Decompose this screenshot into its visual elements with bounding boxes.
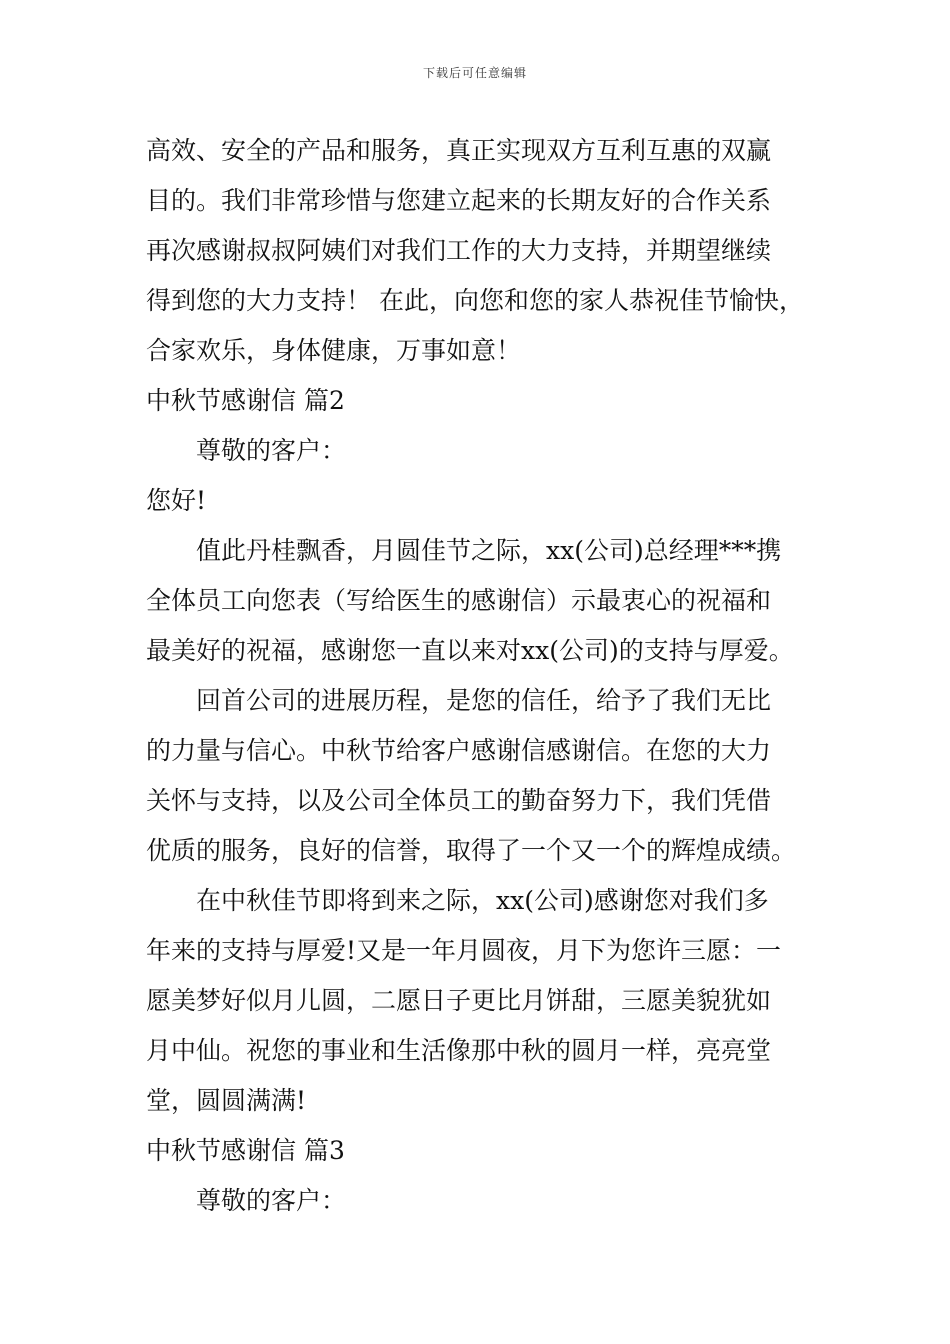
section-heading: 中秋节感谢信 篇2 xyxy=(146,386,345,415)
text-line: 月中仙。祝您的事业和生活像那中秋的圆月一样，亮亮堂 xyxy=(146,1036,772,1065)
text-line: 得到您的大力支持！ 在此，向您和您的家人恭祝佳节愉快， xyxy=(146,286,804,315)
text-line: 再次感谢叔叔阿姨们对我们工作的大力支持，并期望继续 xyxy=(146,236,772,265)
text-line: 在中秋佳节即将到来之际，xx(公司)感谢您对我们多 xyxy=(196,886,769,915)
text-line: 最美好的祝福，感谢您一直以来对xx(公司)的支持与厚爱。 xyxy=(146,636,794,665)
text-line: 优质的服务，良好的信誉，取得了一个又一个的辉煌成绩。 xyxy=(146,836,797,865)
greeting: 您好! xyxy=(146,486,207,515)
text-line: 关怀与支持，以及公司全体员工的勤奋努力下，我们凭借 xyxy=(146,786,772,815)
salutation: 尊敬的客户： xyxy=(196,1186,347,1215)
text-line: 的力量与信心。中秋节给客户感谢信感谢信。在您的大力 xyxy=(146,736,772,765)
text-line: 全体员工向您表（写给医生的感谢信）示最衷心的祝福和 xyxy=(146,586,772,615)
text-line: 值此丹桂飘香，月圆佳节之际，xx(公司)总经理***携 xyxy=(196,536,782,565)
text-line: 目的。我们非常珍惜与您建立起来的长期友好的合作关系 xyxy=(146,186,772,215)
text-line: 高效、安全的产品和服务，真正实现双方互利互惠的双赢 xyxy=(146,136,772,165)
page-header: 下载后可任意编辑 xyxy=(422,66,527,80)
section-heading: 中秋节感谢信 篇3 xyxy=(146,1136,345,1165)
text-line: 合家欢乐，身体健康，万事如意！ xyxy=(146,336,522,365)
text-line: 回首公司的进展历程，是您的信任，给予了我们无比 xyxy=(196,686,772,715)
document-body xyxy=(146,126,836,1226)
salutation: 尊敬的客户： xyxy=(196,436,347,465)
text-line: 愿美梦好似月儿圆，二愿日子更比月饼甜，三愿美貌犹如 xyxy=(146,986,772,1015)
text-line: 年来的支持与厚爱!又是一年月圆夜，月下为您许三愿：一 xyxy=(146,936,782,965)
text-line: 堂，圆圆满满! xyxy=(146,1086,307,1115)
